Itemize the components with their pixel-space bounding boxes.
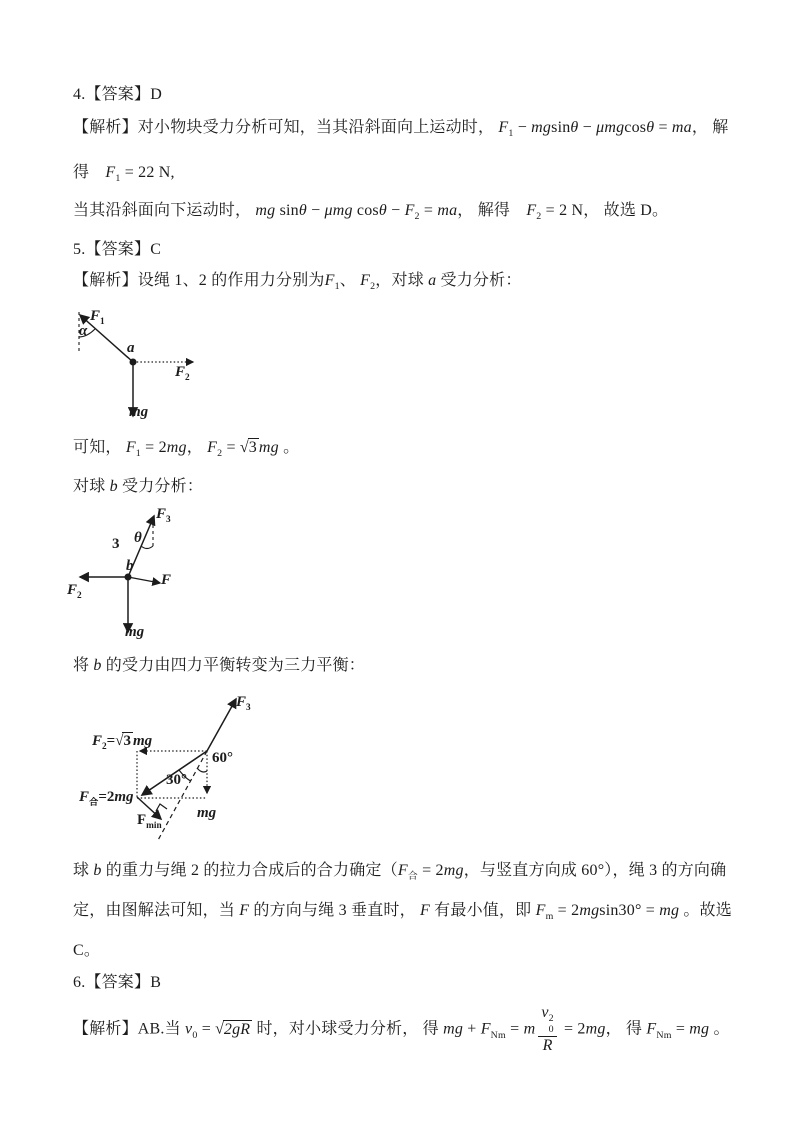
text-segment: 4.【答案】D <box>73 86 162 103</box>
text-segment: 将 <box>73 657 94 674</box>
diagram-b-f-label <box>161 572 171 589</box>
text-segment: 有最小值，即 <box>429 902 536 919</box>
text-segment: F <box>480 1020 491 1038</box>
text-segment: F <box>92 733 103 749</box>
text-segment: b <box>93 862 102 879</box>
text-segment: b <box>93 657 102 674</box>
answer-4 <box>73 85 162 106</box>
text-segment: a <box>127 340 135 356</box>
diagram-b-f3-label <box>156 506 171 525</box>
text-segment: F <box>125 439 136 456</box>
text-segment: F <box>239 902 250 919</box>
analysis-5-line4 <box>73 656 365 677</box>
text-segment: F <box>535 902 546 919</box>
text-segment: F <box>498 119 509 136</box>
text-segment: mg <box>579 902 600 919</box>
text-segment: Nm <box>490 1029 506 1041</box>
diagram-b-mg-label <box>125 624 144 641</box>
text-segment: F <box>397 862 408 879</box>
text-segment: = 2 N， 故选 D。 <box>541 202 669 219</box>
text-segment: b <box>109 478 118 495</box>
text-segment: − <box>306 202 325 219</box>
text-segment: 30° <box>166 772 187 788</box>
text-segment: sin <box>551 119 571 136</box>
text-segment: 的重力与绳 2 的拉力合成后的合力确定（ <box>101 862 398 879</box>
text-segment: 6.【答案】B <box>73 974 162 991</box>
analysis-5-line2 <box>73 438 299 461</box>
text-segment: − <box>578 119 597 136</box>
text-segment: 。故选 <box>679 902 732 919</box>
text-segment: 2 <box>217 448 223 460</box>
text-segment: v <box>185 1020 193 1038</box>
text-segment: 3 <box>166 514 171 525</box>
text-segment: 1 <box>115 173 121 185</box>
analysis-5-line1 <box>73 271 522 294</box>
text-segment: m <box>523 1020 536 1038</box>
text-segment: ， 得 <box>605 1020 647 1038</box>
text-segment: F <box>526 202 537 219</box>
text-segment: 时，对小球受力分析， 得 <box>252 1020 444 1038</box>
text-segment: =2 <box>98 789 115 805</box>
text-segment: sin <box>275 202 299 219</box>
text-segment: = 2 <box>559 1020 586 1038</box>
text-segment: F <box>67 582 78 598</box>
text-segment: 2 <box>370 281 376 293</box>
text-segment: ， 解得 <box>457 202 527 219</box>
text-segment: C。 <box>73 942 101 959</box>
ball-a-point <box>130 359 137 366</box>
text-segment: ma <box>671 119 692 136</box>
text-segment: mg <box>114 789 134 805</box>
force-diagram-composition <box>60 690 290 850</box>
text-segment: 60° <box>212 750 233 766</box>
answer-5 <box>73 240 161 261</box>
text-segment: mg <box>129 404 149 420</box>
text-segment: 1 <box>135 448 141 460</box>
text-segment: F <box>137 812 147 828</box>
diagram-a-mg-label <box>129 404 148 421</box>
f3-direction-dashed-line <box>157 751 207 842</box>
angle-theta-arc <box>141 546 153 549</box>
text-segment: 2 <box>185 372 190 383</box>
text-segment: 。 <box>709 1020 730 1038</box>
text-segment: Nm <box>656 1029 672 1041</box>
text-segment: F <box>236 694 247 710</box>
text-segment: 【解析】设绳 1、2 的作用力分别为 <box>73 272 325 289</box>
text-segment: 1 <box>508 128 514 140</box>
text-segment: F <box>156 506 167 522</box>
analysis-4-line2 <box>73 163 175 186</box>
text-segment: 2 <box>414 211 420 223</box>
text-segment: μmg <box>596 119 625 136</box>
text-segment: F <box>420 902 430 919</box>
angle-60-arc <box>197 768 207 772</box>
text-segment: F <box>646 1020 657 1038</box>
text-segment: 当其沿斜面向下运动时， <box>73 202 256 219</box>
text-segment: mg <box>125 624 145 640</box>
text-segment: = 2 <box>140 439 167 456</box>
text-segment: mg <box>531 119 552 136</box>
text-segment: ， <box>186 439 208 456</box>
ball-b-point <box>125 574 132 581</box>
diagram-a-f1-label <box>90 308 105 327</box>
text-segment: + <box>463 1020 481 1038</box>
analysis-5-line6 <box>73 901 732 924</box>
diagram-c-angle-30-label <box>166 772 187 789</box>
text-segment: 可知， <box>73 439 126 456</box>
text-segment: = <box>671 1020 690 1038</box>
text-segment: F <box>161 572 172 588</box>
analysis-5-line3 <box>73 477 203 498</box>
text-segment: 0 <box>192 1029 198 1041</box>
text-segment: ，与竖直方向成 60°），绳 3 的方向确 <box>463 862 727 879</box>
diagram-c-f3-label <box>236 694 251 713</box>
text-segment: 1 <box>100 316 105 327</box>
text-segment: − <box>513 119 532 136</box>
text-segment: = <box>505 1020 524 1038</box>
text-segment: = <box>654 119 672 136</box>
text-segment: θ <box>378 202 387 219</box>
diagram-b-point-label <box>126 558 134 575</box>
text-segment: mg <box>258 439 279 456</box>
text-segment: = <box>106 733 116 749</box>
text-segment: θ <box>298 202 307 219</box>
text-segment: = <box>222 439 240 456</box>
text-segment: 2 <box>102 741 107 752</box>
text-segment: F <box>324 272 335 289</box>
text-segment: 【解析】对小物块受力分析可知，当其沿斜面向上运动时， <box>73 119 499 136</box>
text-segment: min <box>146 820 162 831</box>
text-segment: 受力分析： <box>117 478 204 495</box>
text-segment: F <box>79 789 90 805</box>
text-segment: 2gR <box>223 1020 251 1038</box>
text-segment: ， 解 <box>691 119 729 136</box>
text-segment: 的受力由四力平衡转变为三力平衡： <box>101 657 366 674</box>
text-segment: F <box>207 439 218 456</box>
diagram-a-point-label <box>127 340 135 357</box>
text-segment: 球 <box>73 862 94 879</box>
force-f1-arrow <box>80 315 133 362</box>
text-segment: θ <box>134 530 142 546</box>
force-diagram-ball-b <box>40 505 260 655</box>
text-segment: ，对球 <box>375 272 429 289</box>
diagram-c-f2-value-label <box>92 733 152 752</box>
text-segment: = 2 <box>417 862 444 879</box>
text-segment: mg <box>132 733 153 749</box>
text-segment: ma <box>437 202 458 219</box>
text-segment: mg <box>443 1020 464 1038</box>
analysis-5-line5 <box>73 861 726 884</box>
text-segment: − <box>386 202 405 219</box>
text-segment: mg <box>585 1020 606 1038</box>
text-segment: 、 <box>339 272 361 289</box>
force-f-arrow <box>128 577 160 583</box>
text-segment: θ <box>646 119 655 136</box>
diagram-c-fcombined-label <box>79 789 134 808</box>
text-segment: F <box>175 364 186 380</box>
text-segment: 受力分析： <box>436 272 522 289</box>
text-segment: cos <box>352 202 379 219</box>
text-segment: F <box>105 164 116 181</box>
text-segment: 2 <box>536 211 542 223</box>
text-segment: mg <box>689 1020 710 1038</box>
text-segment: 3 <box>246 702 251 713</box>
analysis-4-line3 <box>73 201 668 224</box>
radical: √3 <box>115 733 131 749</box>
force-f3-arrow <box>207 699 236 751</box>
text-segment: F <box>360 272 371 289</box>
diagram-b-theta-label <box>134 530 142 547</box>
text-segment: mg <box>659 902 680 919</box>
text-segment: 定，由图解法可知，当 <box>73 902 240 919</box>
text-segment: b <box>126 558 134 574</box>
text-segment: α <box>79 323 88 339</box>
text-segment: mg <box>443 862 464 879</box>
right-angle-marker <box>156 804 167 811</box>
text-segment: = <box>197 1020 216 1038</box>
diagram-b-rope3-label <box>112 536 120 553</box>
text-segment: F <box>404 202 415 219</box>
radical: √2gR <box>215 1020 251 1038</box>
diagram-c-angle-60-label <box>212 750 233 767</box>
text-segment: 得 <box>73 164 106 181</box>
text-segment: = 2 <box>553 902 580 919</box>
text-segment: 对球 <box>73 478 110 495</box>
text-segment: R <box>542 1037 553 1055</box>
text-segment: 【解析】AB.当 <box>73 1020 186 1038</box>
text-segment: 1 <box>334 281 340 293</box>
text-segment: = <box>419 202 438 219</box>
text-segment: F <box>90 308 101 324</box>
text-segment: 3 <box>248 439 257 456</box>
text-segment: cos <box>624 119 647 136</box>
text-segment: 合 <box>407 871 418 883</box>
diagram-c-mg-label <box>197 805 216 822</box>
text-segment: 5.【答案】C <box>73 241 162 258</box>
text-segment: 。 <box>278 439 300 456</box>
text-segment: a <box>428 272 437 289</box>
text-segment: mg <box>197 805 217 821</box>
text-segment: sin30° = <box>599 902 660 919</box>
text-segment: 2 <box>77 590 82 601</box>
analysis-5-line7 <box>73 941 100 962</box>
text-segment: = 22 N, <box>120 164 175 181</box>
analysis-4-line1 <box>73 118 729 141</box>
analysis-6-line1 <box>73 1005 730 1055</box>
text-segment: 合 <box>89 797 99 808</box>
fraction <box>538 1005 556 1055</box>
diagram-a-f2-label <box>175 364 190 383</box>
text-segment: m <box>545 911 554 923</box>
stacked-scripts: v 2 0 <box>541 1004 554 1036</box>
text-segment: 3 <box>123 733 131 749</box>
diagram-a-alpha-label <box>79 323 87 340</box>
diagram-b-f2-label <box>67 582 82 601</box>
answer-6 <box>73 973 161 994</box>
text-segment: mg <box>166 439 187 456</box>
text-segment: 的方向与绳 3 垂直时， <box>249 902 420 919</box>
diagram-c-fmin-label <box>137 812 162 831</box>
text-segment: 3 <box>112 536 120 552</box>
text-segment: θ <box>570 119 579 136</box>
text-segment: mg <box>255 202 276 219</box>
radical: √3 <box>239 439 257 456</box>
text-segment: μmg <box>324 202 353 219</box>
